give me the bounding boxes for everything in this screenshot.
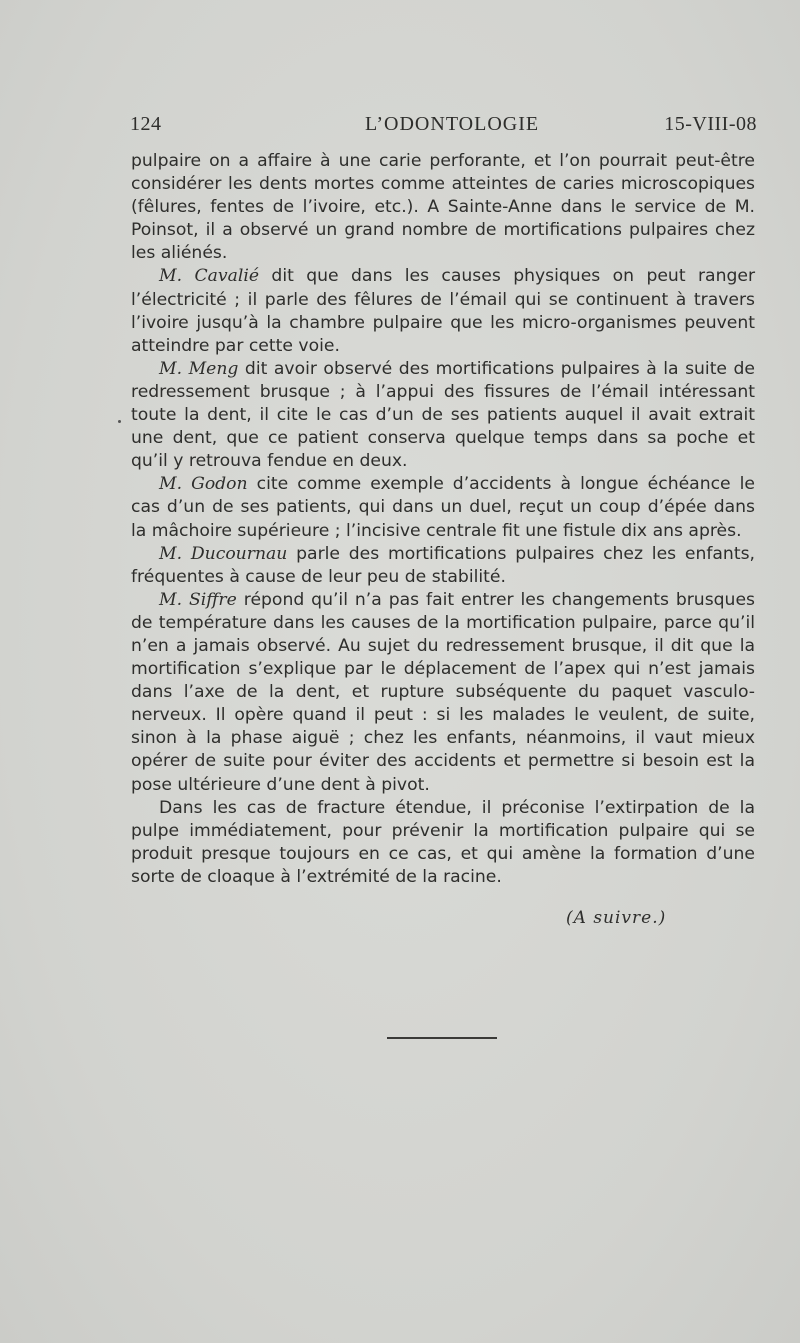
- paragraph-text: parle des mortifications pulpaires chez les enfants, fréquentes à cause de leur peu de stabilité.: [131, 543, 755, 587]
- paragraph: [131, 797, 755, 889]
- speaker-name: M. Cavalié: [159, 266, 259, 287]
- continuation-note: (A suivre.): [566, 908, 667, 928]
- speaker-name: M. Siffre: [159, 589, 237, 610]
- speaker-name: M. Meng: [159, 358, 239, 379]
- paragraph: [131, 543, 755, 589]
- article-body: [131, 150, 755, 889]
- paragraph: [131, 150, 755, 265]
- speaker-name: M. Ducournau: [159, 543, 288, 564]
- journal-title: L’ODONTOLOGIE: [365, 113, 540, 135]
- end-rule: [387, 1037, 497, 1039]
- running-header: [130, 113, 757, 141]
- paragraph-text: répond qu’il n’a pas fait entrer les changements brusques de température dans les causes de la mortification pulpaire, parce qu’il n’en a jamais observé. Au sujet du redressement brusque, il dit que la mortification s’explique par le déplacement de l’apex qui n’est jamais dans l’axe de la dent, et rupture subséquente du paquet vasculo-nerveux. Il opère quand il peut : si les malades le veulent, de suite, sinon à la phase aiguë ; chez les enfants, néanmoins, il vaut mieux opérer de suite pour éviter des accidents et permettre si besoin est la pose ultérieure d’une dent à pivot.: [131, 589, 755, 795]
- page-number: 124: [130, 113, 162, 135]
- paragraph-text: Dans les cas de fracture étendue, il préconise l’extirpation de la pulpe immédiatement, pour prévenir la mortification pulpaire qui se produit presque toujours en ce cas, et qui amène la formation d’une sorte de cloaque à l’extrémité de la racine.: [131, 797, 755, 887]
- paragraph: [131, 473, 755, 542]
- paragraph-text: cite comme exemple d’accidents à longue échéance le cas d’un de ses patients, qui dans un duel, reçut un coup d’épée dans la mâchoire supérieure ; l’incisive centrale fit une fistule dix ans après.: [131, 474, 755, 541]
- margin-mark: [118, 420, 121, 423]
- speaker-name: M. Godon: [159, 474, 248, 495]
- issue-date: 15-VIII-08: [664, 113, 757, 135]
- paragraph: [131, 265, 755, 357]
- paragraph-text: pulpaire on a affaire à une carie perforante, et l’on pourrait peut-être considérer les dents mortes comme atteintes de caries microscopiques (fêlures, fentes de l’ivoire, etc.). A Sainte-Anne dans le service de M. Poinsot, il a observé un grand nombre de mortifications pulpaires chez les aliénés.: [131, 151, 755, 264]
- paragraph-text: dit avoir observé des mortifications pulpaires à la suite de redressement brusque ; à l’appui des fissures de l’émail intéressant toute la dent, il cite le cas d’un de ses patients auquel il avait extrait une dent, que ce patient conserva quelque temps dans sa poche et qu’il y retrouva fendue en deux.: [131, 358, 756, 472]
- paragraph-text: dit que dans les causes physiques on peut ranger l’électricité ; il parle des fêlures de l’émail qui se continuent à travers l’ivoire jusqu’à la chambre pulpaire que les micro-organismes peuvent atteindre par cette voie.: [131, 266, 756, 356]
- paragraph: [131, 358, 755, 473]
- paragraph: [131, 589, 755, 797]
